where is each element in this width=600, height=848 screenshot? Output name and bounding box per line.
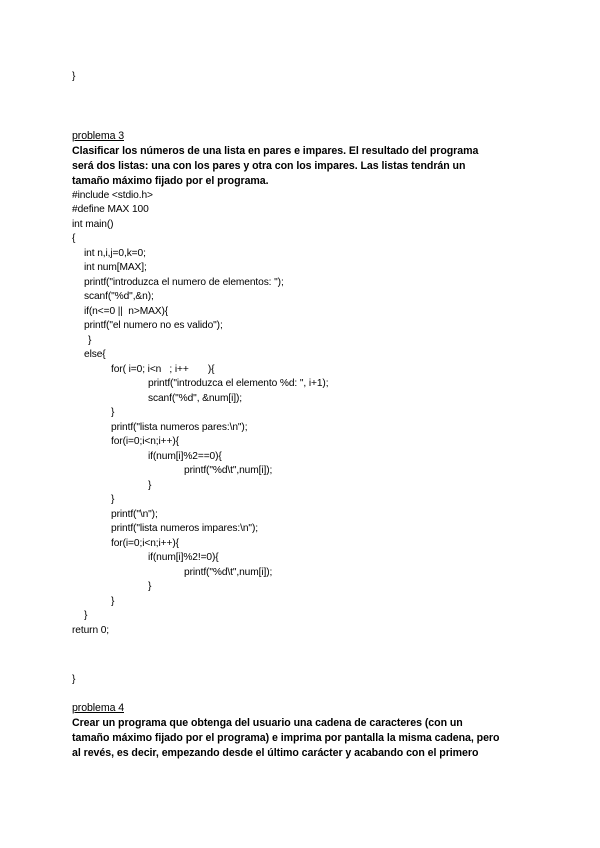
- problem-4-heading: problema 4: [72, 702, 124, 714]
- code-line: scanf("%d", &num[i]);: [148, 393, 243, 404]
- code-line: #define MAX 100: [72, 204, 149, 215]
- code-line: {: [72, 233, 76, 244]
- code-line: }: [148, 581, 152, 592]
- code-line: }: [84, 610, 88, 621]
- code-line: printf("lista numeros impares:\n");: [111, 523, 258, 534]
- closing-brace: }: [72, 71, 76, 82]
- code-line: }: [111, 596, 115, 607]
- code-line: printf("introduzca el elemento %d: ", i+1);: [148, 378, 329, 389]
- problem-3-statement-line: será dos listas: una con los pares y otra con los impares. Las listas tendrán un: [72, 160, 466, 172]
- code-line: printf("lista numeros pares:\n");: [111, 422, 248, 433]
- code-line: scanf("%d",&n);: [84, 291, 154, 302]
- code-line: for(i=0;i<n;i++){: [111, 538, 179, 549]
- code-line: for(i=0;i<n;i++){: [111, 436, 179, 447]
- code-line: }: [111, 407, 115, 418]
- code-line: if(num[i]%2!=0){: [148, 552, 219, 563]
- code-line: printf("el numero no es valido");: [84, 320, 223, 331]
- code-line: if(num[i]%2==0){: [148, 451, 222, 462]
- problem-4-statement-line: tamaño máximo fijado por el programa) e imprima por pantalla la misma cadena, pero: [72, 732, 500, 744]
- code-line: }: [111, 494, 115, 505]
- code-line: int num[MAX];: [84, 262, 147, 273]
- code-line: }: [88, 335, 92, 346]
- code-line: #include <stdio.h>: [72, 190, 153, 201]
- closing-brace: }: [72, 674, 76, 685]
- code-line: int n,i,j=0,k=0;: [84, 248, 146, 259]
- code-line: printf("introduzca el numero de elementos: ");: [84, 277, 284, 288]
- code-line: printf("%d\t",num[i]);: [184, 567, 273, 578]
- code-line: }: [148, 480, 152, 491]
- code-line: printf("\n");: [111, 509, 158, 520]
- problem-3-statement-line: tamaño máximo fijado por el programa.: [72, 175, 269, 187]
- code-line: return 0;: [72, 625, 110, 636]
- problem-3-statement-line: Clasificar los números de una lista en pares e impares. El resultado del programa: [72, 145, 479, 157]
- code-line: else{: [84, 349, 106, 360]
- problem-4-statement-line: al revés, es decir, empezando desde el último carácter y acabando con el primero: [72, 747, 479, 759]
- code-line: printf("%d\t",num[i]);: [184, 465, 273, 476]
- code-line: if(n<=0 || n>MAX){: [84, 306, 169, 317]
- code-line: for( i=0; i<n ; i++ ){: [111, 364, 215, 375]
- problem-3-heading: problema 3: [72, 130, 124, 142]
- problem-4-statement-line: Crear un programa que obtenga del usuario una cadena de caracteres (con un: [72, 717, 463, 729]
- code-line: int main(): [72, 219, 114, 230]
